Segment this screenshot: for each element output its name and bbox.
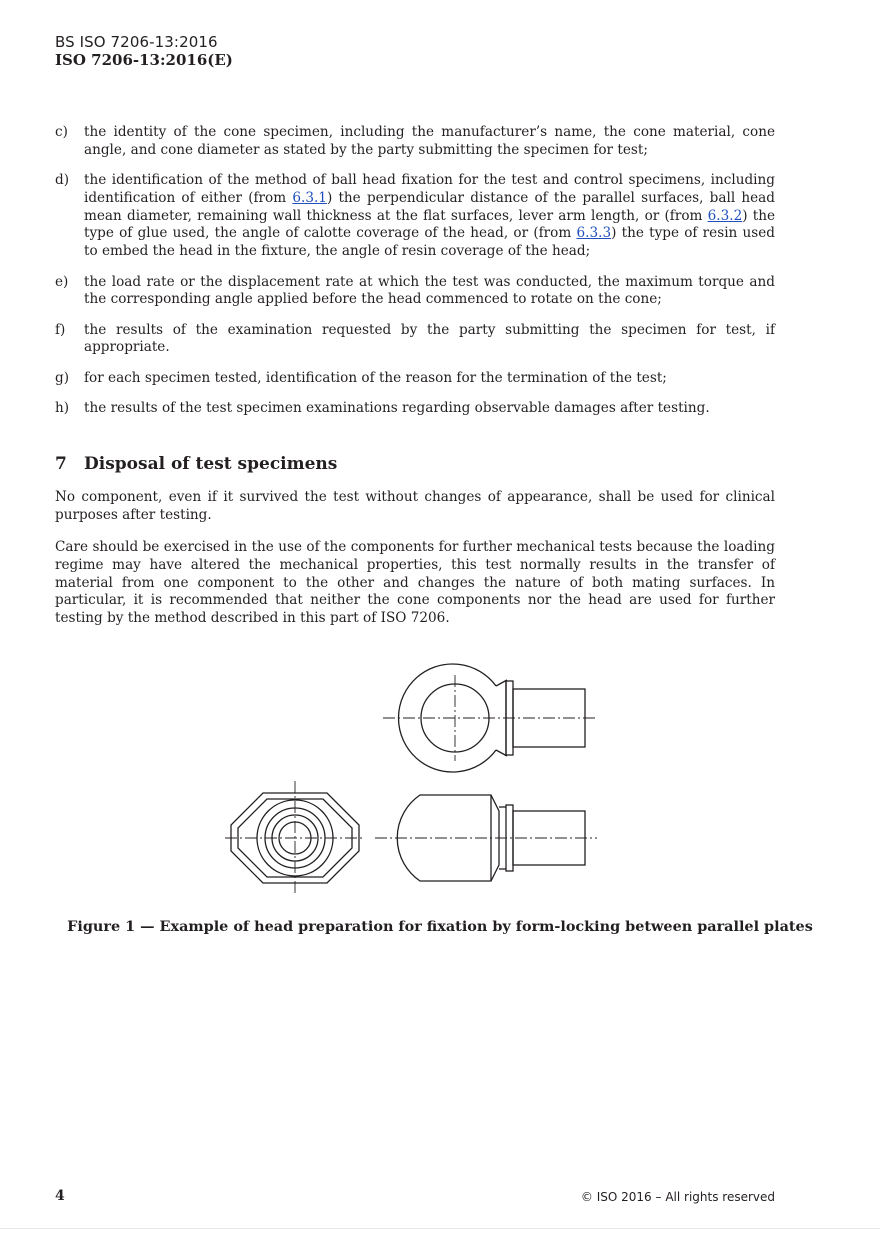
paragraph-clinical-use: No component, even if it survived the test without changes of appearance, shall be used for clinical purposes after testing. — [55, 489, 775, 523]
list-item-text-segment: ) the type of resin used to embed the head in the fixture, the angle of resin coverage of the head; — [84, 225, 776, 260]
list-item-text — [84, 172, 775, 261]
clause-reference-link[interactable]: 6.3.3 — [576, 225, 612, 242]
list-item — [55, 322, 775, 358]
list-item-text — [84, 400, 775, 418]
paragraph-further-testing: Care should be exercised in the use of the components for further mechanical tests because the loading regime may have altered the mechanical properties, this test normally results in the transfer of material from one component to the other and changes the nature of both mating surfaces. In particular, it is recommended that neither the cone components nor the head are used for further testing by the method described in this part of ISO 7206. — [55, 539, 775, 627]
page-bottom-edge — [0, 1228, 880, 1229]
list-item — [55, 172, 775, 261]
figure-1-drawing — [225, 637, 605, 897]
clause-reference-link[interactable]: 6.3.1 — [292, 189, 327, 206]
figure-caption: Figure 1 — Example of head preparation for fixation by form-locking between parallel plates — [67, 918, 813, 935]
list-item-text-segment: the results of the examination requested by the party submitting the specimen for test, if appropriate. — [84, 321, 775, 356]
list-item-text — [84, 274, 775, 310]
clause-reference-link[interactable]: 6.3.2 — [707, 207, 743, 224]
list-item-text — [84, 370, 775, 388]
list-item-text-segment: for each specimen tested, identification of the reason for the termination of the test; — [84, 369, 667, 386]
list-item-text-segment: the identification of the method of ball head fixation for the test and control specimens, including identification of either (from — [84, 172, 775, 206]
page-number: 4 — [55, 1188, 65, 1204]
header-iso-standard-number: ISO 7206-13:2016(E) — [55, 51, 233, 69]
list-item-marker: f) — [55, 321, 66, 338]
list-item-text-segment: ) the type of glue used, the angle of calotte coverage of the head, or (from — [84, 207, 775, 242]
center-lines — [225, 675, 597, 895]
list-item-marker: e) — [55, 273, 69, 290]
list-item — [55, 124, 775, 160]
section-number: 7 — [55, 454, 67, 474]
list-item — [55, 274, 775, 310]
list-item-text-segment: the identity of the cone specimen, including the manufacturer’s name, the cone material, cone angle, and cone diameter as stated by the party submitting the specimen for test; — [84, 124, 775, 158]
list-item-marker: c) — [55, 124, 68, 140]
list-item-marker: g) — [55, 369, 70, 386]
section-title: Disposal of test specimens — [84, 454, 338, 474]
list-item-text-segment: ) the perpendicular distance of the parallel surfaces, ball head mean diameter, remaining wall thickness at the flat surfaces, lever arm length, or (from — [84, 189, 775, 224]
list-item-marker: d) — [55, 172, 70, 189]
test-report-list — [55, 124, 775, 430]
list-item-text — [84, 322, 775, 358]
list-item-text-segment: the results of the test specimen examinations regarding observable damages after testing. — [84, 400, 710, 417]
list-item-text-segment: the load rate or the displacement rate at which the test was conducted, the maximum torque and the corresponding angle applied before the head commenced to rotate on the cone; — [84, 273, 775, 308]
list-item-marker: h) — [55, 400, 70, 417]
section-heading — [55, 454, 337, 474]
list-item-text — [84, 124, 775, 160]
copyright-notice: © ISO 2016 – All rights reserved — [580, 1190, 775, 1204]
list-item — [55, 400, 775, 418]
header-bs-standard-number: BS ISO 7206-13:2016 — [55, 33, 218, 51]
list-item — [55, 370, 775, 388]
